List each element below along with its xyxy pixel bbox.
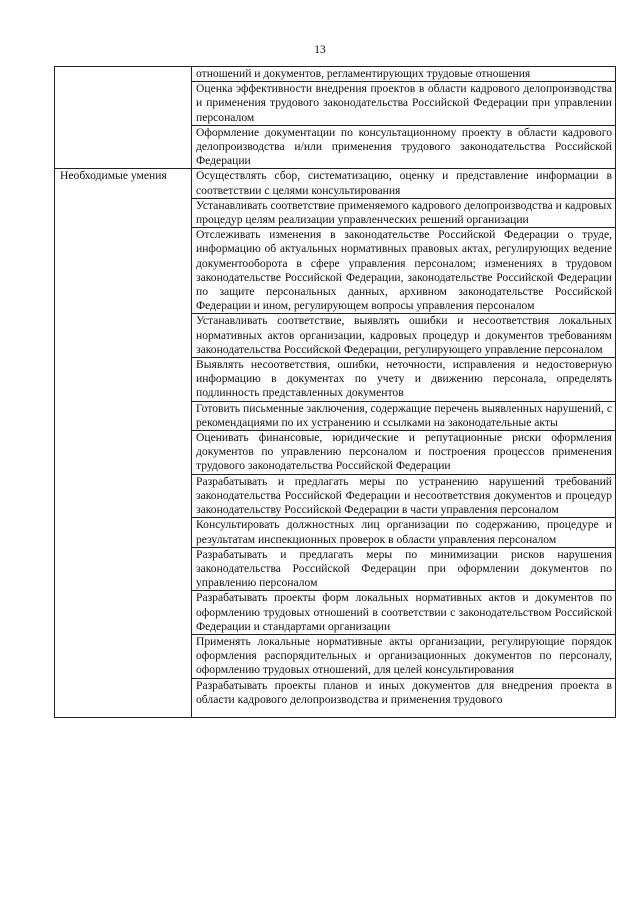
skills-table bbox=[54, 66, 616, 718]
page-number: 13 bbox=[314, 44, 326, 56]
table-cell: Выявлять несоответствия, ошибки, неточности, исправления и недостоверную информацию в документах по учету и движению персонала, определять подлинность представленных документов bbox=[192, 358, 616, 402]
table-cell: Осуществлять сбор, систематизацию, оценку и представление информации в соответствии с целями консультирования bbox=[192, 169, 616, 198]
skills-label: Необходимые умения bbox=[55, 169, 192, 717]
table-cell: Разрабатывать и предлагать меры по устранению нарушений требований законодательства Российской Федерации и несоответствия документов и процедур законодательству Российской Федерации в части управления персоналом bbox=[192, 474, 616, 518]
table-cell: Оценивать финансовые, юридические и репутационные риски оформления документов по управлению персоналом и построения процессов применения трудового законодательства Российской Федерации bbox=[192, 431, 616, 475]
table-cell: Разрабатывать проекты планов и иных документов для внедрения проекта в области кадрового делопроизводства и применения трудового bbox=[192, 678, 616, 717]
table-cell: Разрабатывать проекты форм локальных нормативных актов и документов по оформлению трудовых отношений в соответствии с законодательством Российской Федерации и стандартами организации bbox=[192, 591, 616, 635]
table-cell: Отслеживать изменения в законодательстве Российской Федерации о труде, информацию об актуальных нормативных правовых актах, регулирующих ведение документооборота в сфере управления персоналом; изменениях в трудовом законодательстве Российской Федерации, законодательстве Российской Федерации по защите персональных данных, архивном законодательстве Российской Федерации и ином, регулирующем вопросы управления персоналом bbox=[192, 228, 616, 314]
table-row bbox=[55, 169, 616, 198]
table-cell: Оформление документации по консультационному проекту в области кадрового делопроизводства и/или применения трудового законодательства Российской Федерации bbox=[192, 125, 616, 169]
table-cell: Применять локальные нормативные акты организации, регулирующие порядок оформления распорядительных и организационных документов по персоналу, оформлению трудовых отношений, для целей консультирования bbox=[192, 634, 616, 678]
table-row bbox=[55, 67, 616, 82]
table-cell: Разрабатывать и предлагать меры по минимизации рисков нарушения законодательства Российской Федерации при оформлении документов по управлению персоналом bbox=[192, 547, 616, 591]
table-cell: Устанавливать соответствие, выявлять ошибки и несоответствия локальных нормативных актов организации, кадровых процедур и документов требованиям законодательства Российской Федерации, регулирующего управление персоналом bbox=[192, 314, 616, 358]
table-cell: отношений и документов, регламентирующих трудовые отношения bbox=[192, 67, 616, 82]
table-cell: Готовить письменные заключения, содержащие перечень выявленных нарушений, с рекомендациями по их устранению и ссылками на законодательные акты bbox=[192, 401, 616, 430]
table-cell: Оценка эффективности внедрения проектов в области кадрового делопроизводства и применения трудового законодательства Российской Федерации при управлении персоналом bbox=[192, 82, 616, 126]
table-cell: Устанавливать соответствие применяемого кадрового делопроизводства и кадровых процедур целям реализации управленческих решений организации bbox=[192, 198, 616, 227]
table-cell: Консультировать должностных лиц организации по содержанию, процедуре и результатам инспекционных проверок в области управления персоналом bbox=[192, 518, 616, 547]
continuation-label-cell bbox=[55, 67, 192, 169]
